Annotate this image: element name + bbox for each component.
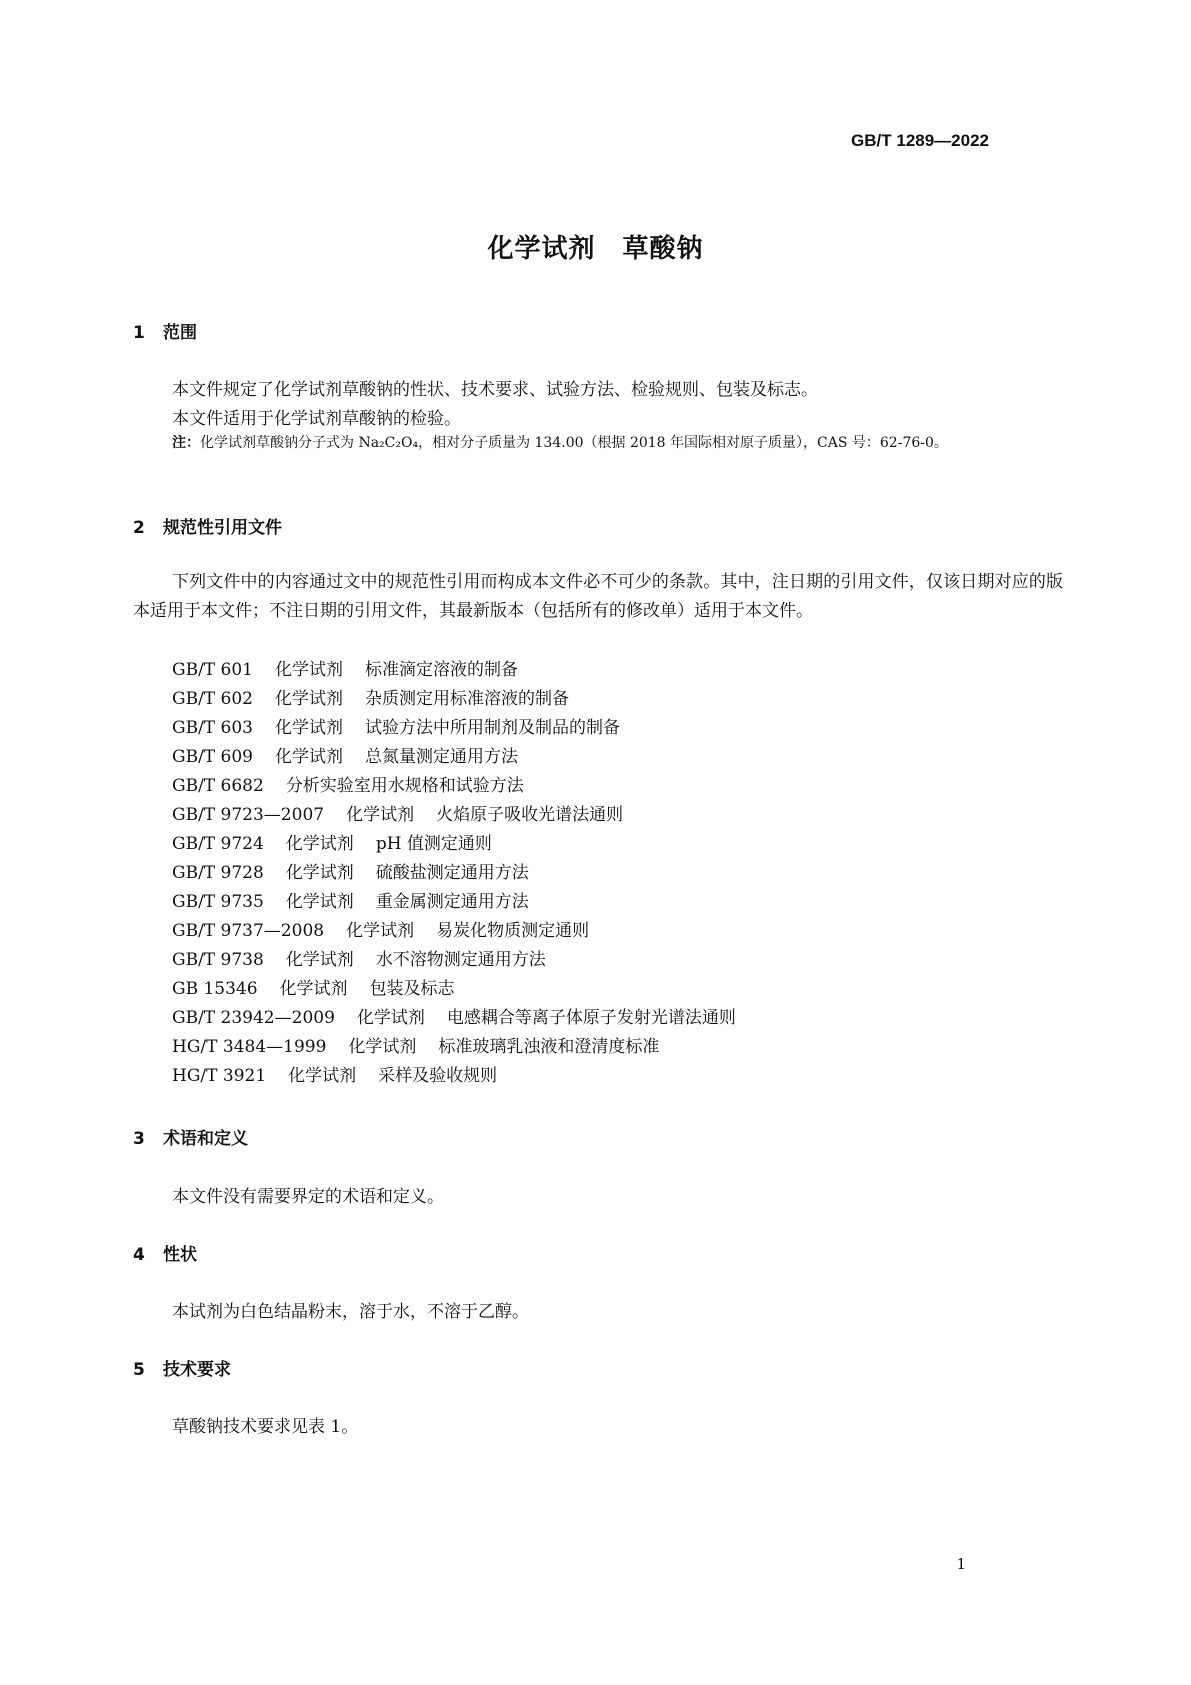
reference-title: 水不溶物测定通用方法 xyxy=(375,950,546,970)
section-number: 3 xyxy=(133,1129,145,1149)
section-number: 4 xyxy=(133,1245,145,1265)
reference-code: GB/T 603 xyxy=(172,718,253,738)
reference-title: 标准玻璃乳浊液和澄清度标准 xyxy=(438,1037,660,1057)
reference-category: 化学试剂 xyxy=(285,863,354,883)
reference-category: 化学试剂 xyxy=(285,950,354,970)
reference-category: 化学试剂 xyxy=(288,1066,357,1086)
reference-item xyxy=(172,743,736,772)
section-1-heading xyxy=(133,318,197,343)
reference-code: GB/T 9735 xyxy=(172,892,264,912)
section-5-heading xyxy=(133,1355,231,1380)
note-label: 注： xyxy=(172,435,200,451)
reference-item xyxy=(172,714,736,743)
reference-code: GB/T 9724 xyxy=(172,834,264,854)
reference-title: 试验方法中所用制剂及制品的制备 xyxy=(365,718,620,738)
reference-item xyxy=(172,1062,736,1091)
reference-title: 重金属测定通用方法 xyxy=(375,892,529,912)
terms-paragraph: 本文件没有需要界定的术语和定义。 xyxy=(172,1187,444,1207)
reference-code: HG/T 3921 xyxy=(172,1066,267,1086)
section-title: 技术要求 xyxy=(163,1360,231,1380)
section-title: 范围 xyxy=(163,323,197,343)
page-number: 1 xyxy=(956,1555,966,1573)
document-number: GB/T 1289—2022 xyxy=(851,131,989,150)
section-number: 2 xyxy=(133,518,145,538)
section-4-heading xyxy=(133,1240,197,1265)
section-number: 5 xyxy=(133,1360,145,1380)
section-title: 术语和定义 xyxy=(163,1129,248,1149)
reference-item xyxy=(172,656,736,685)
reference-code: HG/T 3484—1999 xyxy=(172,1037,327,1057)
reference-title: 杂质测定用标准溶液的制备 xyxy=(365,689,569,709)
reference-title: 火焰原子吸收光谱法通则 xyxy=(436,805,624,825)
reference-item xyxy=(172,772,736,801)
scope-paragraph-1: 本文件规定了化学试剂草酸钠的性状、技术要求、试验方法、检验规则、包装及标志。 xyxy=(172,380,818,400)
reference-title: 包装及标志 xyxy=(369,979,455,999)
properties-paragraph: 本试剂为白色结晶粉末，溶于水，不溶于乙醇。 xyxy=(172,1302,529,1322)
section-number: 1 xyxy=(133,323,145,343)
reference-category: 分析实验室用水规格和试验方法 xyxy=(285,776,524,796)
reference-code: GB/T 6682 xyxy=(172,776,264,796)
reference-item xyxy=(172,1033,736,1062)
section-title: 规范性引用文件 xyxy=(163,518,282,538)
reference-code: GB/T 602 xyxy=(172,689,253,709)
reference-item xyxy=(172,888,736,917)
reference-item xyxy=(172,917,736,946)
reference-code: GB/T 9737—2008 xyxy=(172,921,325,941)
reference-category: 化学试剂 xyxy=(275,747,343,767)
scope-note xyxy=(172,430,1052,456)
reference-category: 化学试剂 xyxy=(356,1008,425,1028)
reference-title: 采样及验收规则 xyxy=(378,1066,498,1086)
reference-item xyxy=(172,801,736,830)
reference-category: 化学试剂 xyxy=(275,660,343,680)
reference-code: GB/T 9738 xyxy=(172,950,264,970)
reference-code: GB/T 9728 xyxy=(172,863,264,883)
reference-category: 化学试剂 xyxy=(346,921,415,941)
reference-title: 标准滴定溶液的制备 xyxy=(365,660,518,680)
reference-item xyxy=(172,1004,736,1033)
reference-item xyxy=(172,859,736,888)
reference-code: GB 15346 xyxy=(172,979,258,999)
reference-item xyxy=(172,830,736,859)
scope-paragraph-2: 本文件适用于化学试剂草酸钠的检验。 xyxy=(172,409,461,429)
requirements-paragraph: 草酸钠技术要求见表 1。 xyxy=(172,1417,359,1437)
reference-category: 化学试剂 xyxy=(275,689,343,709)
reference-code: GB/T 609 xyxy=(172,747,253,767)
reference-title: 总氮量测定通用方法 xyxy=(365,747,518,767)
section-2-heading xyxy=(133,513,282,538)
reference-category: 化学试剂 xyxy=(348,1037,417,1057)
reference-category: 化学试剂 xyxy=(275,718,343,738)
reference-code: GB/T 9723—2007 xyxy=(172,805,325,825)
reference-code: GB/T 23942—2009 xyxy=(172,1008,335,1028)
reference-title: 易炭化物质测定通则 xyxy=(436,921,590,941)
document-title: 化学试剂 草酸钠 xyxy=(487,234,704,264)
references-intro: 下列文件中的内容通过文中的规范性引用而构成本文件必不可少的条款。其中，注日期的引用文件，仅该日期对应的版本适用于本文件；不注日期的引用文件，其最新版本（包括所有的修改单）适用于本文件。 xyxy=(133,572,1063,621)
reference-list xyxy=(172,656,736,1091)
reference-title: 电感耦合等离子体原子发射光谱法通则 xyxy=(446,1008,736,1028)
reference-title: pH 值测定通则 xyxy=(375,834,492,854)
reference-code: GB/T 601 xyxy=(172,660,253,680)
note-text: 化学试剂草酸钠分子式为 Na₂C₂O₄，相对分子质量为 134.00（根据 2018 年国际相对原子质量），CAS 号：62-76-0。 xyxy=(200,435,948,451)
reference-category: 化学试剂 xyxy=(346,805,415,825)
reference-category: 化学试剂 xyxy=(279,979,348,999)
reference-item xyxy=(172,685,736,714)
reference-category: 化学试剂 xyxy=(285,834,354,854)
reference-item xyxy=(172,975,736,1004)
reference-category: 化学试剂 xyxy=(285,892,354,912)
section-3-heading xyxy=(133,1124,248,1149)
section-title: 性状 xyxy=(163,1245,197,1265)
reference-title: 硫酸盐测定通用方法 xyxy=(375,863,529,883)
reference-item xyxy=(172,946,736,975)
